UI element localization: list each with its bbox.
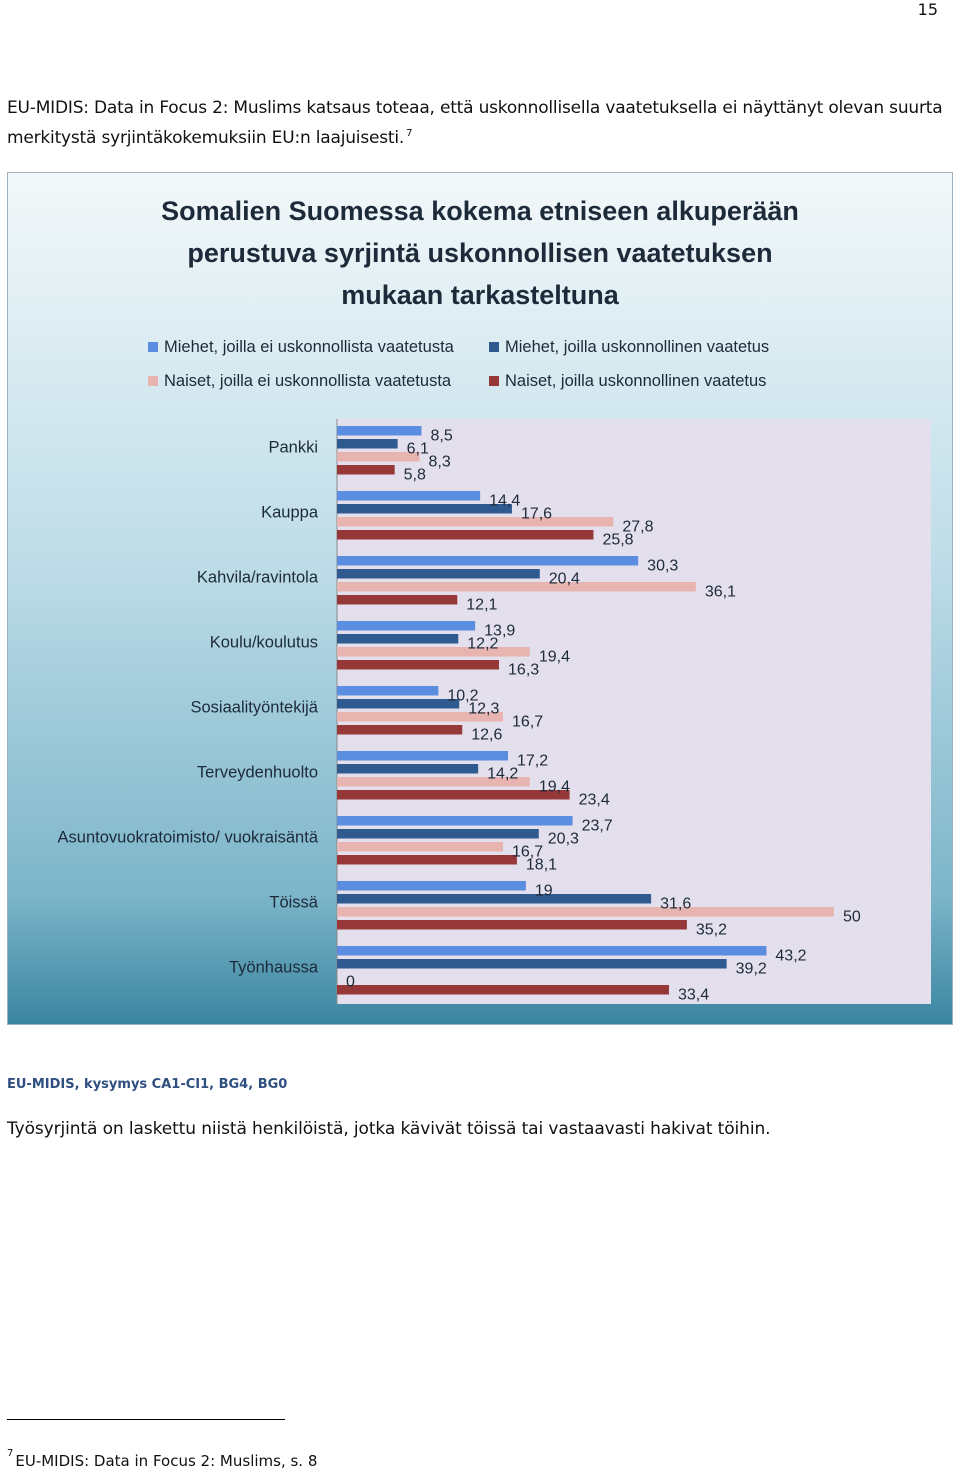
bar	[337, 985, 669, 995]
legend-swatch	[489, 376, 499, 386]
data-label: 20,4	[548, 570, 580, 588]
chart-note: Työsyrjintä on laskettu niistä henkilöistä, jotka kävivät töissä tai vastaavasti hakivat töihin.	[7, 1119, 771, 1139]
data-label: 33,4	[677, 986, 710, 1004]
data-label: 5,8	[403, 466, 426, 484]
data-label: 35,2	[695, 921, 728, 939]
data-label: 12,2	[467, 635, 499, 653]
category-label: Töissä	[269, 893, 318, 912]
category-label: Koulu/koulutus	[209, 633, 318, 652]
footnote-number: 7	[7, 1448, 14, 1459]
bar	[337, 647, 530, 657]
data-label: 14,4	[489, 492, 521, 510]
bar	[337, 894, 651, 904]
bar	[337, 530, 593, 540]
legend-label: Naiset, joilla ei uskonnollista vaatetusta	[164, 372, 452, 390]
bar	[337, 959, 727, 969]
bar	[337, 491, 480, 501]
bar	[337, 504, 512, 514]
bar	[337, 569, 540, 579]
bar	[337, 829, 539, 839]
chart-source: EU-MIDIS, kysymys CA1-CI1, BG4, BG0	[7, 1077, 288, 1092]
category-label: Asuntovuokratoimisto/ vuokraisäntä	[57, 828, 318, 847]
data-label: 14,2	[487, 765, 519, 783]
data-label: 17,6	[520, 505, 553, 523]
data-label: 18,1	[525, 856, 558, 874]
footnote	[7, 1448, 318, 1470]
data-label: 16,7	[511, 843, 544, 861]
data-label: 19,4	[538, 648, 570, 666]
bar	[337, 725, 462, 735]
data-label: 19	[534, 882, 553, 900]
category-label: Pankki	[268, 438, 318, 457]
data-label: 16,7	[511, 713, 544, 731]
bar	[337, 426, 421, 436]
chart-title-line: perustuva syrjintä uskonnollisen vaatetuksen	[187, 238, 773, 268]
bar	[337, 855, 517, 865]
bar	[337, 595, 457, 605]
chart-title-line: mukaan tarkasteltuna	[341, 280, 619, 310]
data-label: 16,3	[508, 661, 540, 679]
data-label: 8,5	[430, 427, 453, 445]
footnote-separator	[7, 1419, 285, 1420]
bar	[337, 621, 475, 631]
chart-frame	[7, 172, 953, 1025]
data-label: 12,1	[466, 596, 498, 614]
bar	[337, 751, 508, 761]
category-label: Sosiaalityöntekijä	[190, 698, 318, 717]
data-label: 17,2	[516, 752, 549, 770]
bar	[337, 842, 503, 852]
legend-item	[148, 372, 452, 390]
category-label: Kauppa	[261, 503, 318, 522]
data-label: 19,4	[538, 778, 570, 796]
data-label: 20,3	[547, 830, 579, 848]
data-label: 10,2	[447, 687, 479, 705]
bar	[337, 790, 570, 800]
bar	[337, 465, 395, 475]
footnote-reference: 7	[406, 128, 413, 139]
discrimination-bar-chart	[8, 173, 952, 1024]
legend-label: Naiset, joilla uskonnollinen vaatetus	[505, 372, 767, 390]
bar	[337, 439, 398, 449]
data-label: 12,6	[471, 726, 503, 744]
bar	[337, 699, 459, 709]
footnote-text: EU-MIDIS: Data in Focus 2: Muslims, s. 8	[15, 1452, 318, 1470]
data-label: 31,6	[660, 895, 692, 913]
category-label: Työnhaussa	[229, 958, 318, 977]
data-label: 12,3	[468, 700, 500, 718]
bar	[337, 881, 526, 891]
data-label: 43,2	[775, 947, 807, 965]
bar	[337, 634, 458, 644]
legend-label: Miehet, joilla ei uskonnollista vaatetusta	[164, 338, 454, 356]
bar	[337, 764, 478, 774]
legend-item	[489, 338, 769, 356]
bar	[337, 907, 834, 917]
legend-swatch	[148, 376, 158, 386]
category-label: Terveydenhuolto	[196, 763, 318, 782]
intro-text: EU-MIDIS: Data in Focus 2: Muslims katsaus toteaa, että uskonnollisella vaatetuksella ei näyttänyt olevan suurta merkitystä syrjintäkokemuksiin EU:n laajuisesti.	[7, 98, 943, 148]
data-label: 50	[843, 908, 861, 926]
legend-swatch	[148, 342, 158, 352]
data-label: 13,9	[484, 622, 516, 640]
bar	[337, 686, 438, 696]
bar	[337, 920, 687, 930]
page-number: 15	[917, 0, 938, 19]
bar	[337, 946, 766, 956]
data-label: 27,8	[622, 518, 654, 536]
bar	[337, 556, 638, 566]
data-label: 0	[346, 973, 355, 991]
legend-label: Miehet, joilla uskonnollinen vaatetus	[505, 338, 770, 356]
data-label: 36,1	[704, 583, 736, 601]
data-label: 39,2	[735, 960, 767, 978]
data-label: 23,4	[578, 791, 610, 809]
legend-item	[148, 338, 455, 356]
intro-paragraph	[7, 93, 947, 153]
legend-swatch	[489, 342, 499, 352]
data-label: 25,8	[602, 531, 634, 549]
data-label: 8,3	[428, 453, 451, 471]
category-label: Kahvila/ravintola	[196, 568, 318, 587]
data-label: 23,7	[581, 817, 613, 835]
data-label: 30,3	[647, 557, 679, 575]
chart-title-line: Somalien Suomessa kokema etniseen alkuperään	[161, 196, 799, 226]
bar	[337, 660, 499, 670]
legend-item	[489, 372, 766, 390]
bar	[337, 582, 696, 592]
bar	[337, 816, 573, 826]
bar	[337, 517, 613, 527]
data-label: 6,1	[406, 440, 429, 458]
